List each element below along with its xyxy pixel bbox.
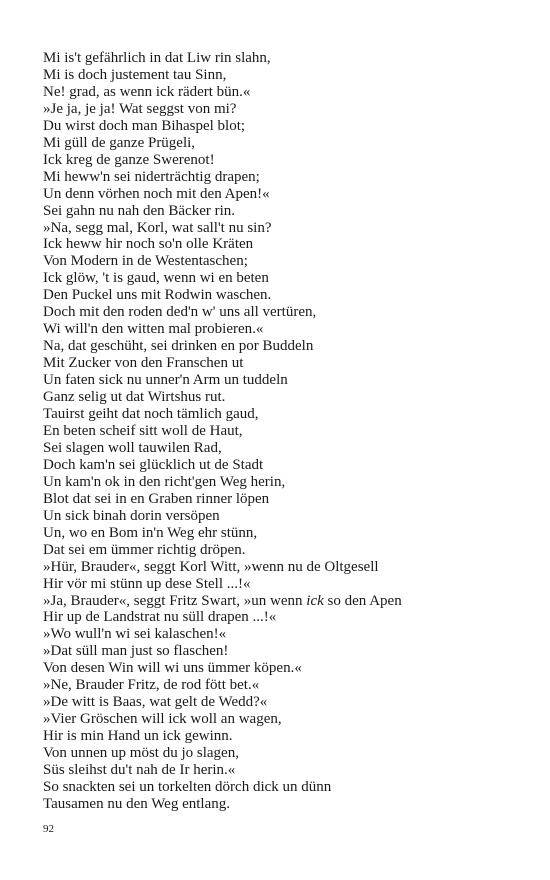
- page-number: 92: [43, 823, 54, 835]
- poem-line: Ick kreg de ganze Swerenot!: [43, 151, 215, 168]
- poem-line: Ick heww hir noch so'n olle Kräten: [43, 236, 254, 253]
- poem-line: Von desen Win will wi uns ümmer köpen.«: [43, 660, 302, 677]
- poem-line: So snackten sei un torkelten dörch dick un dünn: [43, 778, 332, 795]
- poem-line: En beten scheif sitt woll de Haut,: [43, 422, 243, 439]
- poem-line: Von unnen up möst du jo slagen,: [43, 745, 239, 762]
- poem-line: »Hür, Brauder«, seggt Korl Witt, »wenn nu de Oltgesell: [43, 558, 379, 575]
- poem-line: Un denn vörhen noch mit den Apen!«: [43, 185, 270, 202]
- poem-line-emphasis: [43, 593, 533, 610]
- poem-line: Von Modern in de Westentaschen;: [43, 253, 248, 270]
- poem-line: Hir vör mi stünn up dese Stell ...!«: [43, 575, 251, 592]
- poem-line: Sei slagen woll tauwilen Rad,: [43, 439, 222, 456]
- poem-line: Na, dat geschüht, sei drinken en por Buddeln: [43, 338, 314, 355]
- poem-line: Hir up de Landstrat nu süll drapen ...!«: [43, 609, 277, 626]
- poem-line: Un sick binah dorin versöpen: [43, 507, 220, 524]
- poem-line: Mi heww'n sei niderträchtig drapen;: [43, 168, 260, 185]
- poem-line: »Na, segg mal, Korl, wat sall't nu sin?: [43, 219, 272, 236]
- poem-line: Hir is min Hand un ick gewinn.: [43, 728, 233, 745]
- poem-line: Mi is doch justement tau Sinn,: [43, 66, 227, 83]
- poem-line: Un faten sick nu unner'n Arm un tuddeln: [43, 372, 288, 389]
- poem-line: Dat sei em ümmer richtig dröpen.: [43, 541, 246, 558]
- poem-line: Mit Zucker von den Franschen ut: [43, 355, 244, 372]
- poem-line: »Wo wull'n wi sei kalaschen!«: [43, 626, 227, 643]
- poem-line: »Dat süll man just so flaschen!: [43, 643, 229, 660]
- poem-line: »De witt is Baas, wat gelt de Wedd?«: [43, 694, 268, 711]
- poem-line: Den Puckel uns mit Rodwin waschen.: [43, 287, 272, 304]
- line-text-after: so den Apen: [323, 592, 402, 609]
- poem-line: Süs sleihst du't nah de Ir herin.«: [43, 762, 236, 779]
- poem-line: Blot dat sei in en Graben rinner löpen: [43, 490, 270, 507]
- poem-line: Sei gahn nu nah den Bäcker rin.: [43, 202, 236, 219]
- poem-line: Du wirst doch man Bihaspel blot;: [43, 117, 246, 134]
- poem-line: Doch mit den roden ded'n w' uns all vertüren,: [43, 304, 317, 321]
- poem-line: »Vier Gröschen will ick woll an wagen,: [43, 711, 282, 728]
- poem-line: »Ne, Brauder Fritz, de rod fött bet.«: [43, 677, 260, 694]
- poem-line: Tauirst geiht dat noch tämlich gaud,: [43, 406, 259, 423]
- poem-text: [43, 50, 533, 813]
- poem-line: Ick glöw, 't is gaud, wenn wi en beten: [43, 270, 269, 287]
- poem-line: Wi will'n den witten mal probieren.«: [43, 321, 264, 338]
- poem-line: Mi is't gefährlich in dat Liw rin slahn,: [43, 50, 271, 66]
- poem-line: Tausamen nu den Weg entlang.: [43, 795, 230, 812]
- poem-line: »Je ja, je ja! Wat seggst von mi?: [43, 100, 237, 117]
- italic-word: ick: [306, 592, 324, 609]
- poem-line: Un, wo en Bom in'n Weg ehr stünn,: [43, 524, 258, 541]
- poem-line: Un kam'n ok in den richt'gen Weg herin,: [43, 473, 286, 490]
- poem-line: Doch kam'n sei glücklich ut de Stadt: [43, 456, 264, 473]
- poem-line: Ganz selig ut dat Wirtshus rut.: [43, 389, 226, 406]
- line-text-before: »Ja, Brauder«, seggt Fritz Swart, »un wenn: [43, 592, 307, 609]
- poem-line: Mi güll de ganze Prügeli,: [43, 134, 196, 151]
- poem-line: Ne! grad, as wenn ick rädert bün.«: [43, 83, 251, 100]
